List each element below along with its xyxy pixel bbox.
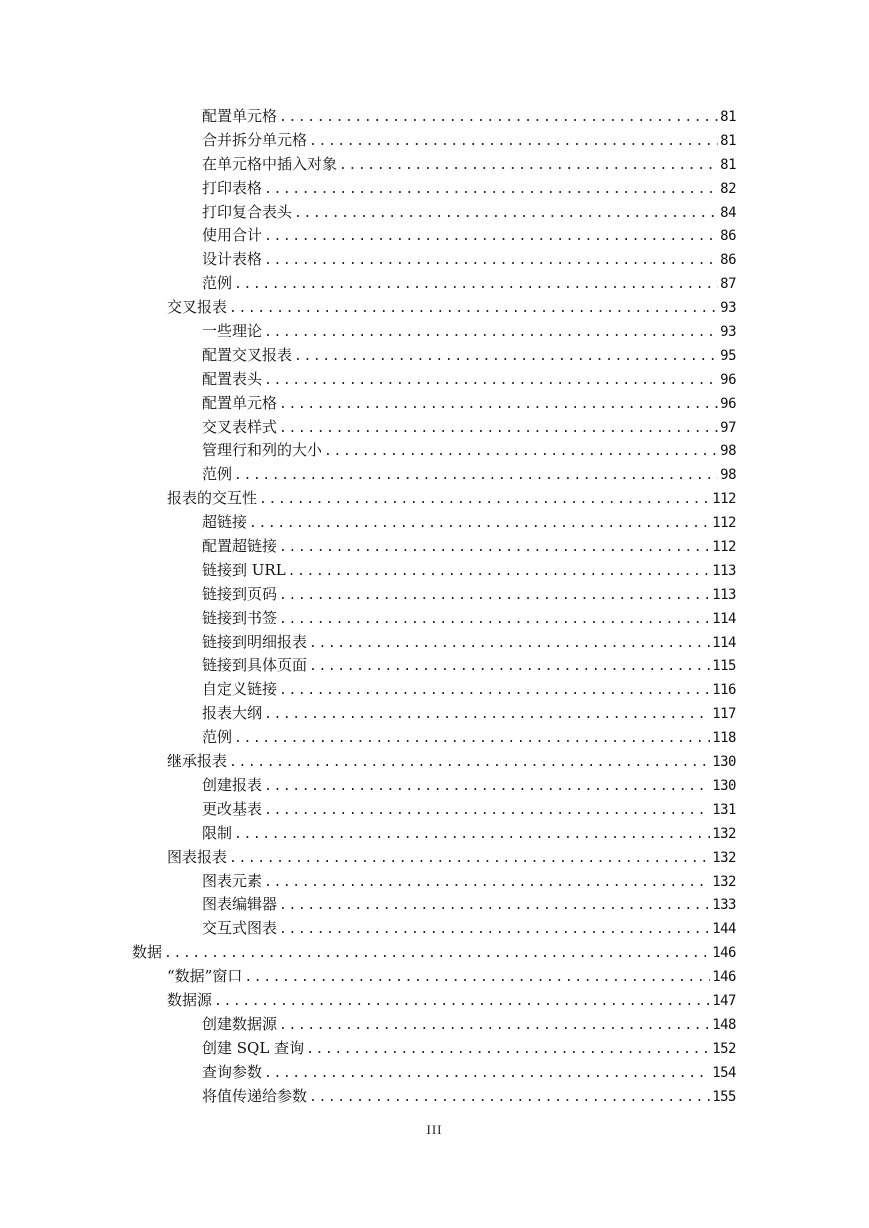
toc-entry-title: 报表大纲 [202,702,264,726]
toc-entry[interactable] [202,893,736,917]
dot-leader [264,321,718,344]
toc-entry[interactable] [167,846,736,870]
toc-entry-title: 配置表头 [202,368,264,392]
dot-leader [279,679,710,702]
dot-leader [306,1038,710,1061]
toc-entry-page: 130 [712,754,736,771]
dot-leader [234,464,718,487]
toc-entry-page: 118 [712,730,736,747]
toc-entry-title: 数据源 [167,989,214,1013]
dot-leader [229,751,710,774]
toc-entry[interactable] [202,583,736,607]
dot-leader [229,297,718,320]
toc-entry[interactable] [202,726,736,750]
toc-entry-page: 146 [712,945,736,962]
dot-leader [259,488,710,511]
toc-entry[interactable] [202,153,736,177]
toc-entry-title: 链接到 URL [202,559,288,583]
toc-entry-page: 81 [720,109,736,125]
toc-entry-page: 96 [720,371,736,388]
toc-entry[interactable] [202,678,736,702]
toc-entry[interactable] [202,1037,736,1061]
toc-entry-title: 配置单元格 [202,105,279,129]
toc-entry-page: 84 [720,204,736,221]
dot-leader [279,894,710,917]
toc-entry-title: 链接到页码 [202,583,279,607]
toc-entry-title: 设计表格 [202,248,264,272]
toc-entry[interactable] [202,1085,736,1109]
toc-entry[interactable] [202,463,736,487]
toc-entry-page: 87 [720,276,736,293]
toc-entry-title: 查询参数 [202,1061,264,1085]
dot-leader [264,799,710,822]
toc-entry-title: 图表元素 [202,870,264,894]
toc-entry-title: 配置交叉报表 [202,344,294,368]
toc-entry[interactable] [202,559,736,583]
dot-leader [214,990,710,1013]
dot-leader [288,560,711,583]
toc-entry[interactable] [202,607,736,631]
toc-entry-title: 链接到书签 [202,607,279,631]
toc-entry[interactable] [202,654,736,678]
toc-entry[interactable] [202,248,736,272]
toc-entry-page: 112 [712,515,736,532]
toc-entry[interactable] [132,941,736,965]
toc-entry[interactable] [167,965,736,989]
toc-entry-page: 86 [720,252,736,269]
toc-entry[interactable] [202,798,736,822]
toc-entry-page: 82 [720,180,736,197]
dot-leader [279,584,710,607]
toc-entry-title: 交叉报表 [167,296,229,320]
toc-entry[interactable] [202,535,736,559]
dot-leader [264,871,710,894]
toc-entry[interactable] [202,917,736,941]
dot-leader [309,655,710,678]
dot-leader [234,823,710,846]
toc-entry-title: 范例 [202,272,234,296]
dot-leader [279,417,718,440]
dot-leader [324,440,718,463]
toc-entry[interactable] [202,272,736,296]
dot-leader [309,130,718,153]
toc-entry-page: 117 [712,706,736,723]
dot-leader [229,847,710,870]
toc-entry[interactable] [202,416,736,440]
toc-entry-page: 154 [712,1064,736,1081]
toc-entry-title: 链接到明细报表 [202,631,309,655]
toc-entry-title: 使用合计 [202,224,264,248]
toc-entry-title: 交叉表样式 [202,416,279,440]
toc-entry[interactable] [202,702,736,726]
toc-entry-title: 在单元格中插入对象 [202,153,339,177]
toc-entry-title: 图表编辑器 [202,893,279,917]
toc-entry-title: 报表的交互性 [167,487,259,511]
toc-entry[interactable] [202,439,736,463]
toc-entry[interactable] [202,368,736,392]
dot-leader [339,154,718,177]
toc-entry-title: 配置超链接 [202,535,279,559]
toc-entry-title: 范例 [202,463,234,487]
dot-leader [294,202,718,225]
toc-entry-title: 配置单元格 [202,392,279,416]
toc-entry-title: 限制 [202,822,234,846]
toc-entry-page: 112 [712,491,736,508]
toc-entry-page: 155 [712,1088,736,1105]
toc-entry-page: 81 [720,156,736,173]
toc-entry[interactable] [202,105,736,129]
dot-leader [279,393,718,416]
dot-leader [264,369,718,392]
toc-entry-page: 96 [720,395,736,412]
toc-entry-title: 合并拆分单元格 [202,129,309,153]
toc-entry-title: 自定义链接 [202,678,279,702]
toc-entry[interactable] [202,870,736,894]
toc-entry-page: 95 [720,347,736,364]
dot-leader [264,1062,710,1085]
toc-entry-title: 创建 SQL 查询 [202,1037,306,1061]
toc-entry[interactable] [167,989,736,1013]
toc-entry-page: 130 [712,777,736,794]
toc-entry-page: 97 [720,419,736,436]
dot-leader [264,703,710,726]
dot-leader [234,727,710,750]
toc-entry[interactable] [202,177,736,201]
table-of-contents [0,105,869,1108]
toc-entry-page: 86 [720,228,736,245]
toc-entry[interactable] [167,750,736,774]
dot-leader [294,345,718,368]
toc-entry[interactable] [202,631,736,655]
toc-entry-page: 93 [720,300,736,317]
toc-entry-page: 152 [712,1040,736,1057]
dot-leader [279,106,718,129]
toc-entry-page: 116 [712,682,736,699]
toc-entry-title: 范例 [202,726,234,750]
toc-entry-page: 113 [712,562,736,579]
dot-leader [279,608,710,631]
toc-entry-title: 链接到具体页面 [202,654,309,678]
dot-leader [264,249,718,272]
toc-entry-page: 112 [712,539,736,556]
toc-entry[interactable] [202,320,736,344]
toc-entry[interactable] [202,224,736,248]
toc-entry[interactable] [202,344,736,368]
dot-leader [279,1014,710,1037]
toc-entry[interactable] [202,822,736,846]
toc-entry-page: 132 [712,849,736,866]
toc-entry-title: 数据 [132,941,164,965]
toc-entry-page: 133 [712,897,736,914]
toc-entry[interactable] [202,1013,736,1037]
toc-entry-title: 交互式图表 [202,917,279,941]
toc-entry-title: 打印表格 [202,177,264,201]
dot-leader [264,225,718,248]
toc-entry[interactable] [202,1061,736,1085]
toc-entry-page: 146 [712,969,736,986]
toc-entry[interactable] [167,296,736,320]
toc-entry-page: 93 [720,324,736,341]
dot-leader [264,178,718,201]
page-number: III [426,1122,443,1137]
toc-entry-page: 132 [712,873,736,890]
toc-entry-title: “数据”窗口 [167,965,244,989]
dot-leader [249,512,710,535]
toc-entry-title: 更改基表 [202,798,264,822]
toc-entry-page: 147 [712,992,736,1009]
toc-entry-page: 81 [720,132,736,149]
toc-entry[interactable] [202,392,736,416]
toc-entry-title: 将值传递给参数 [202,1085,309,1109]
toc-entry[interactable] [202,511,736,535]
toc-entry-title: 管理行和列的大小 [202,439,324,463]
dot-leader [164,942,710,965]
toc-entry-title: 一些理论 [202,320,264,344]
toc-entry-title: 继承报表 [167,750,229,774]
toc-entry-page: 113 [712,586,736,603]
toc-entry-title: 创建数据源 [202,1013,279,1037]
dot-leader [234,273,718,296]
toc-entry[interactable] [202,774,736,798]
dot-leader [279,918,710,941]
dot-leader [244,966,710,989]
toc-entry-page: 98 [720,443,736,460]
toc-entry-page: 131 [712,801,736,818]
toc-entry-page: 98 [720,467,736,484]
toc-entry-page: 144 [712,921,736,938]
toc-entry-title: 超链接 [202,511,249,535]
toc-entry-page: 115 [712,658,736,675]
toc-entry[interactable] [202,129,736,153]
toc-entry-title: 图表报表 [167,846,229,870]
toc-entry-page: 114 [712,610,736,627]
toc-entry-title: 创建报表 [202,774,264,798]
dot-leader [279,536,710,559]
toc-entry[interactable] [167,487,736,511]
toc-entry-title: 打印复合表头 [202,201,294,225]
toc-entry-page: 148 [712,1016,736,1033]
dot-leader [264,775,710,798]
dot-leader [309,632,710,655]
toc-entry[interactable] [202,201,736,225]
toc-entry-page: 114 [712,634,736,651]
toc-entry-page: 132 [712,825,736,842]
dot-leader [309,1086,710,1109]
